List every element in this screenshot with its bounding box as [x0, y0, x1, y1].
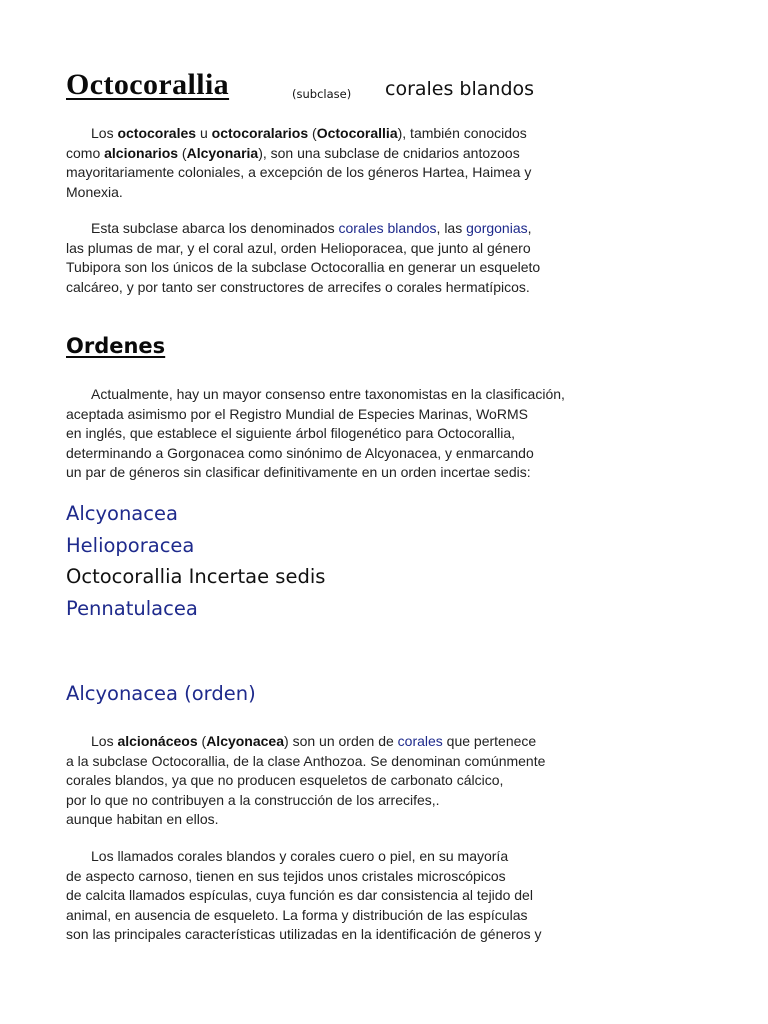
ordenes-paragraph: [66, 385, 626, 483]
text: (: [308, 125, 317, 141]
ordenes-heading: Ordenes: [66, 334, 166, 358]
link-corales-blandos[interactable]: corales blandos: [338, 220, 437, 236]
link-corales[interactable]: corales: [397, 733, 443, 749]
alcy-p2-line: son las principales características utilizadas en la identificación de géneros y: [66, 926, 542, 942]
alcy-p2-line: de aspecto carnoso, tienen en sus tejidos unos cristales microscópicos: [66, 867, 506, 884]
intro-line-3: mayoritariamente coloniales, a excepción de los géneros Hartea, Haimea y: [66, 164, 532, 180]
subclass-label: (subclase): [292, 87, 352, 101]
text: ) son un orden de: [284, 733, 398, 749]
page-title: Octocorallia: [66, 68, 230, 101]
alcy-line-1: [66, 732, 626, 752]
alcyonacea-paragraph-1: [66, 732, 626, 830]
intro-line-4: Monexia.: [66, 183, 123, 200]
ordenes-line: un par de géneros sin clasificar definitivamente en un orden incertae sedis:: [66, 464, 531, 480]
ordenes-line: Actualmente, hay un mayor consenso entre taxonomistas en la clasificación,: [91, 386, 565, 402]
scope-line-3: Tubipora son los únicos de la subclase Octocorallia en generar un esqueleto: [66, 259, 541, 275]
alcy-line-4: por lo que no contribuyen a la construcción de los arrecifes,.: [66, 791, 440, 808]
alcyonacea-paragraph-2: [66, 847, 626, 945]
alcy-line-5: aunque habitan en ellos.: [66, 811, 219, 827]
text: que pertenece: [442, 733, 537, 749]
ordenes-line: determinando a Gorgonacea como sinónimo de Alcyonacea, y enmarcando: [66, 444, 534, 461]
text: ,: [527, 220, 532, 236]
page-subtitle: corales blandos: [385, 78, 535, 100]
alcy-line-2: a la subclase Octocorallia, de la clase Anthozoa. Se denominan comúnmente: [66, 752, 546, 769]
scope-line-2: las plumas de mar, y el coral azul, orden Helioporacea, que junto al género: [66, 239, 531, 256]
term-alcyonacea: Alcyonacea: [206, 733, 285, 749]
intro-line-1: [66, 124, 626, 144]
ordenes-line: aceptada asimismo por el Registro Mundial de Especies Marinas, WoRMS: [66, 405, 528, 422]
term-alcionarios: alcionarios: [104, 144, 179, 161]
alcy-line-3: corales blandos, ya que no producen esqueletos de carbonato cálcico,: [66, 772, 504, 788]
alcy-p2-line: Los llamados corales blandos y corales cuero o piel, en su mayoría: [91, 848, 509, 864]
order-link-alcyonacea[interactable]: Alcyonacea: [66, 502, 178, 525]
order-link-pennatulacea[interactable]: Pennatulacea: [66, 596, 198, 620]
alcy-p2-line: animal, en ausencia de esqueleto. La forma y distribución de las espículas: [66, 906, 528, 923]
term-alcyonaria: Alcyonaria: [186, 144, 259, 161]
scope-line-4: calcáreo, y por tanto ser constructores de arrecifes o corales hermatípicos.: [66, 278, 530, 295]
text: (: [178, 144, 187, 161]
alcyonacea-heading: Alcyonacea (orden): [66, 682, 256, 705]
intro-line-2: [66, 144, 626, 164]
term-alcionaceos: alcionáceos: [117, 733, 198, 749]
ordenes-line: en inglés, que establece el siguiente árbol filogenético para Octocorallia,: [66, 425, 516, 441]
scope-paragraph: [66, 219, 626, 297]
order-incertae-sedis: Octocorallia Incertae sedis: [66, 565, 326, 588]
text: como: [66, 144, 105, 161]
text: Los: [91, 125, 118, 141]
alcy-p2-line: de calcita llamados espículas, cuya función es dar consistencia al tejido del: [66, 887, 533, 903]
text: (: [197, 733, 207, 749]
text: , las: [436, 220, 467, 236]
term-octocoralarios: octocoralarios: [211, 125, 309, 141]
text: u: [196, 125, 212, 141]
order-link-helioporacea[interactable]: Helioporacea: [66, 533, 195, 557]
orders-list: [66, 499, 325, 625]
term-octocorales: octocorales: [117, 125, 197, 141]
text: Esta subclase abarca los denominados: [91, 220, 339, 236]
intro-paragraph: [66, 124, 626, 202]
term-octocorallia: Octocorallia: [316, 125, 398, 141]
text: Los: [91, 733, 118, 749]
scope-line-1: [66, 219, 626, 239]
text: ), también conocidos: [397, 125, 527, 141]
link-gorgonias[interactable]: gorgonias: [466, 220, 528, 236]
text: ), son una subclase de cnidarios antozoos: [258, 144, 520, 161]
